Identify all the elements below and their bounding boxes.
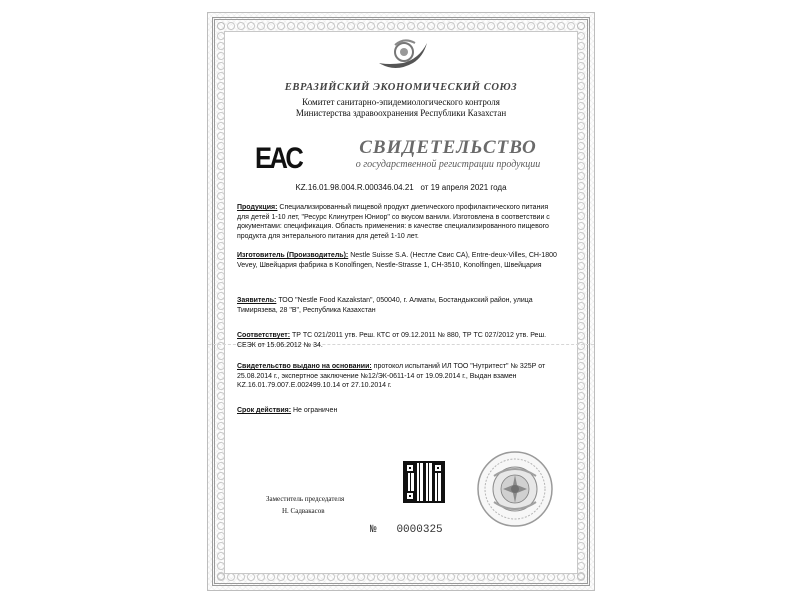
signature-block [266, 493, 396, 517]
border-pattern-top [216, 21, 586, 31]
serial-prefix: № [370, 524, 377, 536]
qr-finder [433, 463, 443, 473]
serial-value: 0000325 [396, 524, 443, 536]
applicant-label: Заявитель: [237, 297, 277, 304]
qr-finder [405, 491, 415, 501]
manufacturer-label: Изготовитель (Производитель): [237, 252, 349, 259]
validity-section [237, 406, 559, 416]
manufacturer-text: Nestle Suisse S.A. (Нестле Свис СА), Entre-deux-Villes, CH-1800 Vevey, Швейцария фабрика в Konolfingen, Nestle-Strasse 1, CH-3510, Konolfingen, Швейцария [237, 252, 557, 269]
validity-text: Не ограничен [293, 407, 338, 414]
basis-section [237, 362, 559, 391]
validity-label: Срок действия: [237, 407, 292, 414]
product-label: Продукция: [237, 204, 278, 211]
compliance-section [237, 331, 559, 350]
eaeu-emblem-icon [373, 33, 431, 79]
registration-date: от 19 апреля 2021 года [420, 183, 507, 192]
product-section [237, 203, 559, 241]
compliance-text: ТР ТС 021/2011 утв. Реш. КТС от 09.12.2011 № 880, ТР ТС 027/2012 утв. Реш. СЕЭК от 15.06.2012 № 34. [237, 332, 547, 349]
agency-line-2: Министерства здравоохранения Республики Казахстан [295, 108, 507, 118]
issuing-agency [208, 97, 594, 119]
qr-finder [405, 463, 415, 473]
serial-number [370, 524, 443, 536]
agency-line-1: Комитет санитарно-эпидемиологического контроля [302, 97, 500, 107]
manufacturer-section [237, 251, 559, 270]
signer-position: Заместитель председателя [266, 495, 345, 503]
applicant-section [237, 296, 559, 315]
signer-name: Н. Садвакасов [282, 507, 325, 515]
certificate-subtitle: о государственной регистрации продукции [355, 159, 541, 170]
product-text: Специализированный пищевой продукт диетического профилактического питания для детей 1-10 лет, "Ресурс Клинутрен Юниор" со вкусом ванили. Изготовлена в соответствии с документами: спецификация. Область применения: в качестве специализированного пищевого продукта для энтерального питания для детей 1-10 лет. [237, 204, 550, 240]
union-title: ЕВРАЗИЙСКИЙ ЭКОНОМИЧЕСКИЙ СОЮЗ [284, 82, 518, 93]
compliance-label: Соответствует: [237, 332, 291, 339]
applicant-text: ТОО "Nestle Food Kazakstan", 050040, г. Алматы, Бостандыкский район, улица Тимирязева, 28 "В", Республика Казахстан [237, 297, 533, 314]
state-seal-icon [476, 450, 554, 528]
eac-mark: EAC [255, 142, 302, 175]
certificate-title: СВИДЕТЕЛЬСТВО [359, 137, 537, 158]
registration-line [208, 183, 594, 192]
basis-label: Свидетельство выдано на основании: [237, 363, 372, 370]
qr-code-icon [403, 461, 445, 503]
registration-number: KZ.16.01.98.004.R.000346.04.21 [295, 183, 414, 192]
certificate-sheet [207, 12, 595, 591]
basis-text: протокол испытаний ИЛ ТОО "Нутритест" № 325Р от 25.08.2014 г., экспертное заключение №12/ЭК-0611-14 от 19.09.2014 г., Выдан взамен KZ.16.01.79.007.E.002499.10.14 от 27.10.2014 г. [237, 363, 546, 389]
